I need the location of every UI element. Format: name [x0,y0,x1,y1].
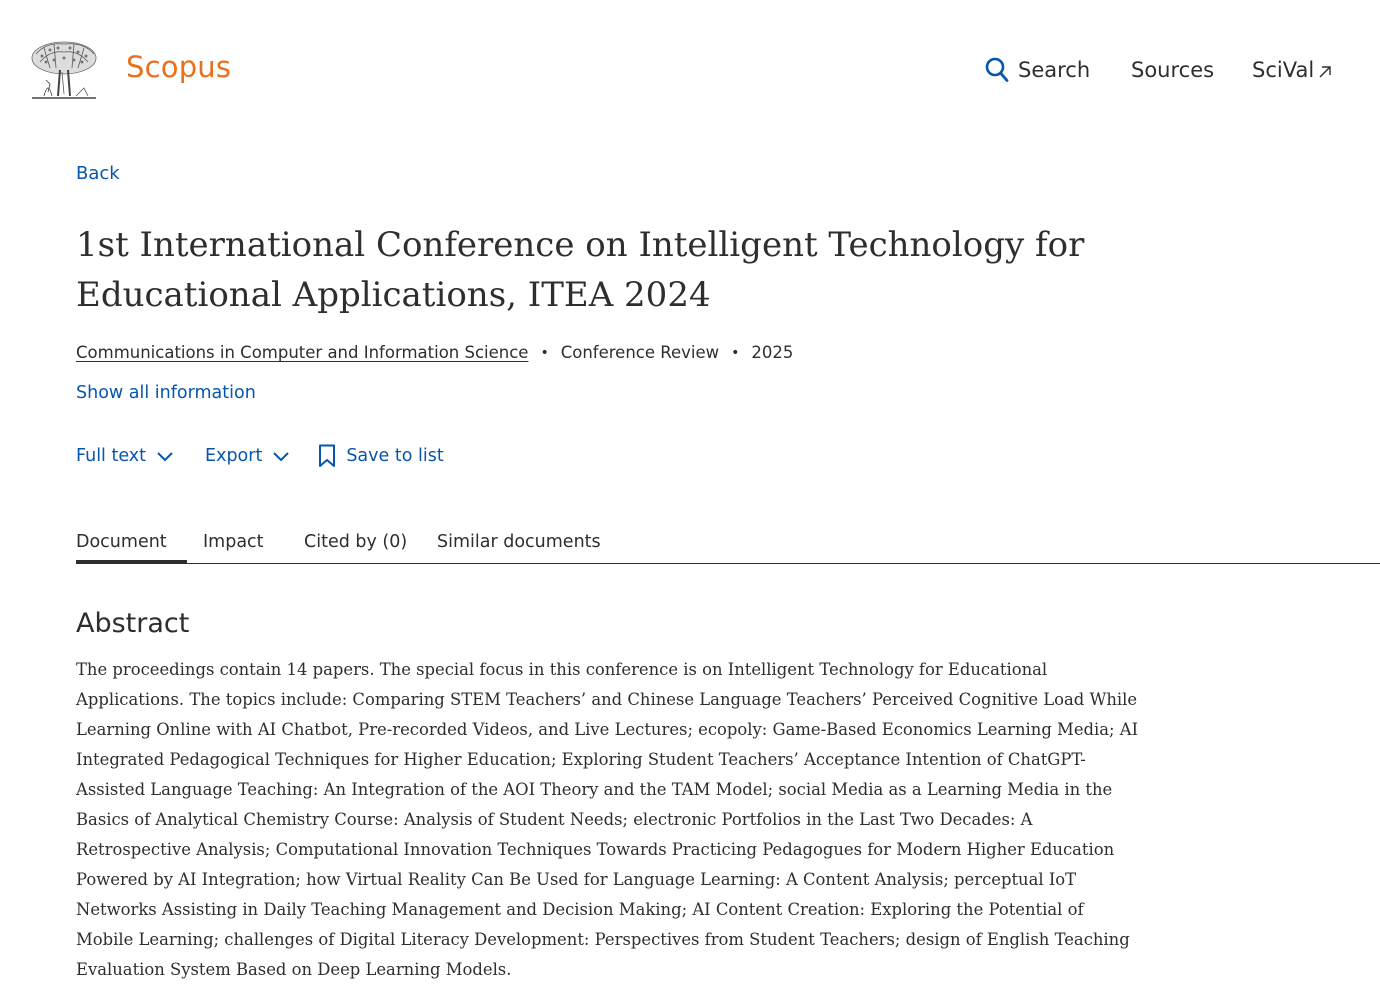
source-title-link[interactable]: Communications in Computer and Information Science [76,343,529,362]
tab-impact-label: Impact [203,532,264,552]
abstract-text: The proceedings contain 14 papers. The special focus in this conference is on Intelligent Technology for Educational Applications. The topics include: Comparing STEM Teachers’ and Chinese Language Teachers’ Perceived Cognitive Load While Learning Online with AI Chatbot, Pre-recorded Videos, and Live Lectures; ecopoly: Game-Based Economics Learning Media; AI Integrated Pedagogical Techniques for Higher Education; Exploring Student Teachers’ Acceptance Intention of ChatGPT-Assisted Language Teaching: An Integration of the AOI Theory and the TAM Model; social Media as a Learning Media in the Basics of Analytical Chemistry Course: Analysis of Student Needs; electronic Portfolios in the Last Two Decades: A Retrospective Analysis; Computational Innovation Techniques Towards Practicing Pedagogues for Modern Higher Education Powered by AI Integration; how Virtual Reality Can Be Used for Language Learning: A Content Analysis; perceptual IoT Networks Assisting in Daily Teaching Management and Decision Making; AI Content Creation: Exploring the Potential of Mobile Learning; challenges of Digital Literacy Development: Perspectives from Student Teachers; design of English Teaching Evaluation System Based on Deep Learning Models. [76,660,1139,979]
tab-document[interactable] [76,532,187,563]
document-actions [76,441,444,471]
back-link[interactable]: Back [76,163,120,184]
separator-dot: • [731,344,740,361]
export-label: Export [205,446,263,466]
full-text-label: Full text [76,446,147,466]
document-tabs [76,528,1380,564]
tab-similar-documents[interactable] [437,532,601,563]
full-text-button[interactable] [76,446,174,466]
publication-year: 2025 [751,343,794,362]
show-all-information-link[interactable]: Show all information [76,383,256,403]
chevron-down-icon [156,450,174,462]
elsevier-logo-icon[interactable] [30,40,98,100]
tab-impact[interactable] [203,532,264,563]
nav-search[interactable] [985,55,1090,85]
chevron-down-icon [272,450,290,462]
brand-name[interactable]: Scopus [126,50,232,84]
export-button[interactable] [205,446,290,466]
nav-scival[interactable] [1252,55,1332,85]
document-meta [76,343,793,362]
nav-sources[interactable] [1131,55,1214,85]
nav-sources-label: Sources [1131,58,1215,82]
nav-scival-label: SciVal [1252,58,1315,82]
document-title: 1st International Conference on Intelligent Technology for Educational Applications, ITEA 2024 [76,225,1085,315]
tab-document-label: Document [76,532,167,552]
search-icon [985,57,1009,83]
document-type: Conference Review [560,343,720,362]
bookmark-icon [318,444,336,468]
tab-cited-by[interactable] [304,532,407,563]
nav-search-label: Search [1018,58,1091,82]
separator-dot: • [540,344,549,361]
tab-similar-documents-label: Similar documents [437,532,601,552]
save-to-list-button[interactable] [318,444,443,468]
external-link-icon [1318,65,1332,79]
site-header [0,0,1380,140]
abstract-heading: Abstract [76,608,190,639]
save-to-list-label: Save to list [346,446,444,466]
tab-cited-by-label: Cited by (0) [304,532,408,552]
